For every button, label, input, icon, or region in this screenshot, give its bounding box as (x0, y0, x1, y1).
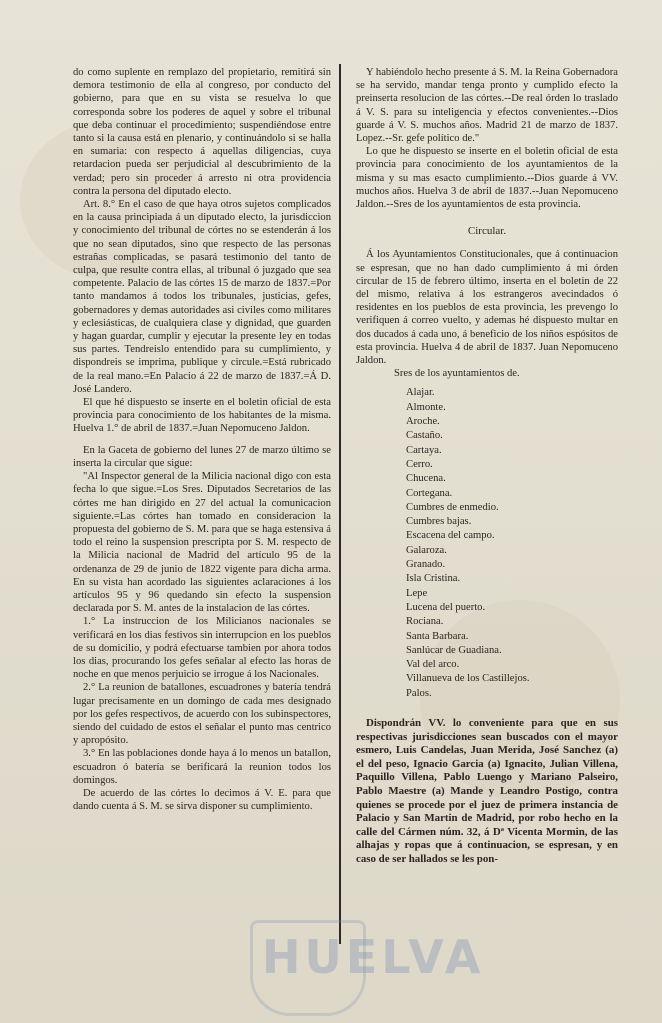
list-item: Villanueva de los Castillejos. (406, 673, 530, 685)
list-item: Chucena. (406, 473, 446, 485)
paragraph: De acuerdo de las córtes lo decimos á V. E. para que dando cuenta á S. M. se sirva disponer su cumplimiento. (73, 787, 331, 813)
paragraph: 2.° La reunion de batallones, escuadrones y batería tendrá lugar precisamente en un domingo de cada mes designado por los gefes respectivos, de acuerdo con los subinspectores, siendo del cuidado de estos el señalar el punto mas centrico y apropósito. (73, 682, 331, 747)
left-column (73, 66, 331, 813)
list-item: Almonte. (406, 401, 446, 413)
paragraph: 3.° En las poblaciones donde haya á lo menos un batallon, escuadron ó batería se berificará la reunion todos los domingos. (73, 748, 331, 786)
list-item: Cumbres de enmedio. (406, 501, 499, 513)
paragraph: Lo que he dispuesto se inserte en el boletin oficial de esta provincia para conocimiento de los ayuntamientos de la misma y su mas esacto cumplimiento.--Dios guarde á VV. muchos años. Huelva 3 de abril de 1837.--Juan Nepomuceno Jaldon.--Sres de los ayuntamientos de esta provincia. (356, 146, 618, 211)
paragraph: do como suplente en remplazo del propietario, remitirá sin demora testimonio de ella al congreso, por conducto del gobierno, para que en su vista se resuelva lo que corresponda sobre los poderes de aquel y sobre el tribunal que deba continuar el procedimiento; suspendiéndose entre tanto si la causa está en plenario, y continuándolo si se halla en sumaria: con respecto á aquellas diligencias, cuya retardacion pueda ser perjudicial al descubrimiento de la verdad; pero sin proceder á arresto ni otra providencia contra la persona del diputado electo. (73, 67, 331, 197)
list-item: Santa Barbara. (406, 630, 469, 642)
paragraph: "Al Inspector general de la Milicia nacional digo con esta fecha lo que sigue.=Los Sres. Diputados Secretarios de las córtes me han dirigido en 27 del actual la comunicacion siguiente.=Las córtes han tomado en consideracion la propuesta del gobierno de S. M. para que se haga estensiva á todo el reino la suspension prescripta por S. M. respecto de la Milicia nacional de Madrid del artículo 95 de la ordenanza de 29 de junio de 1822 vigente para dicha arma. En su vista han acordado las siguientes aclaraciones á los artículos 95 y 96 quedando sin efecto la suspension declarada por S. M. antes de la instalacion de las córtes. (73, 471, 331, 615)
list-item: Escacena del campo. (406, 530, 495, 542)
list-item: Granado. (406, 559, 446, 571)
towns-intro: Sres de los ayuntamientos de. (394, 368, 520, 380)
list-item: Rociana. (406, 616, 444, 628)
list-item: Galaroza. (406, 544, 447, 556)
circular-body: Á los Ayuntamientos Constitucionales, que á continuacion se espresan, que no han dado cumplimiento á mi órden circular de 15 de febrero último, inserta en el boletin de 22 del mismo, relativa á los estrangeros avecindados ó residentes en los pueblos de esta provincia, les prevengo lo verifiquen á correo vuelto, y ademas hé dispuesto multar en dos ducados á cada uno, á beneficio de los niños espósitos de esta provincia. Huelva 4 de abril de 1837. Juan Nepomuceno Jaldon. (356, 249, 618, 367)
watermark-logo: HUELVA (262, 930, 485, 984)
circular-heading: Circular. (467, 225, 507, 238)
list-item: Castaño. (406, 430, 443, 442)
list-item: Lepe (406, 587, 428, 599)
paragraph: 1.° La instruccion de los Milicianos nacionales se verificará en los dias festivos sin interrupcion en los pueblos de su domicilio, y podrá efectuarse tambien por ahora todos los dias, procurando los gefes señalar al efecto las horas de noche en que menos perjuicio se irrogue á los Nacionales. (73, 616, 331, 681)
list-item: Cumbres bajas. (406, 516, 472, 528)
list-item: Val del arco. (406, 659, 460, 671)
list-item: Palos. (406, 687, 432, 699)
list-item: Lucena del puerto. (406, 601, 486, 613)
paragraph: El que hé dispuesto se inserte en el boletin oficial de esta provincia para conocimiento de los habitantes de la misma. Huelva 1.° de abril de 1837.=Juan Nepomuceno Jaldon. (73, 397, 331, 435)
list-item: Sanlúcar de Guadiana. (406, 644, 502, 656)
column-divider (339, 64, 341, 944)
paragraph: Y habiéndolo hecho presente á S. M. la Reina Gobernadora se ha servido, mandar tenga pronto y cumplido efecto la preinserta resolucion de las córtes.--De real órden lo traslado á V. S. para su inteligencia y efectos convenientes.--Dios guarde á V. S. muchos años. Madrid 21 de marzo de 1837. Lopez.--Sr. gefe político de." (356, 67, 618, 145)
paragraph: Art. 8.° En el caso de que haya otros sujetos complicados en la causa principiada á un diputado electo, la jurisdiccion y conocimiento del tribunal de córtes no se estenderán á los que no sean diputados, sino que respecto de las personas estrañas complicadas, se pasará testimonio del tanto de culpa, que resulte contra ellas, al tribunal ó juzgado que sea competente. Palacio de las córtes 15 de marzo de 1837.=Por tanto mandamos á todos los tribunales, justicias, gefes, gobernadores y demas autoridades asi civiles como militares y eclesiásticas, de cualquiera clase y dignidad, que guarden y hagan guardar, cumplir y ejecutar la presente ley en todas sus partes. Tendreislo entendido para su cumplimiento, y dispondreis se imprima, publique y circule.=Está rubricado de la real mano.=En Palacio á 22 de marzo de 1837.=Á D. José Landero. (73, 199, 331, 395)
list-item: Cerro. (406, 458, 433, 470)
requisitoria-paragraph: Dispondrán VV. lo conveniente para que en sus respectivas jurisdicciones sean buscados con el mayor esmero, Luis Candelas, Juan Merida, José Sanchez (a) el del peso, Ignacio Garcia (a) Ignacito, Julian Villena, Paquillo Villena, Pablo Luengo y Mariano Palseiro, Pablo Maestre (a) Mande y Leandro Postigo, contra quienes se procede por el juez de primera instancia de Palacio y San Martin de Madrid, por robo hecho en la calle del Cármen núm. 32, á Dª Vicenta Mormin, de las alhajas y ropas que á continuacion, se espresan, y en caso de ser hallados se les pon- (356, 717, 618, 865)
list-item: Cortegana. (406, 487, 453, 499)
right-column (356, 66, 618, 867)
list-item: Alajar. (406, 387, 435, 399)
list-item: Aroche. (406, 416, 440, 428)
list-item: Cartaya. (406, 444, 442, 456)
paragraph: En la Gaceta de gobierno del lunes 27 de marzo último se inserta la circular que sigue: (73, 444, 331, 469)
towns-list (406, 386, 618, 701)
list-item: Isla Cristina. (406, 573, 461, 585)
